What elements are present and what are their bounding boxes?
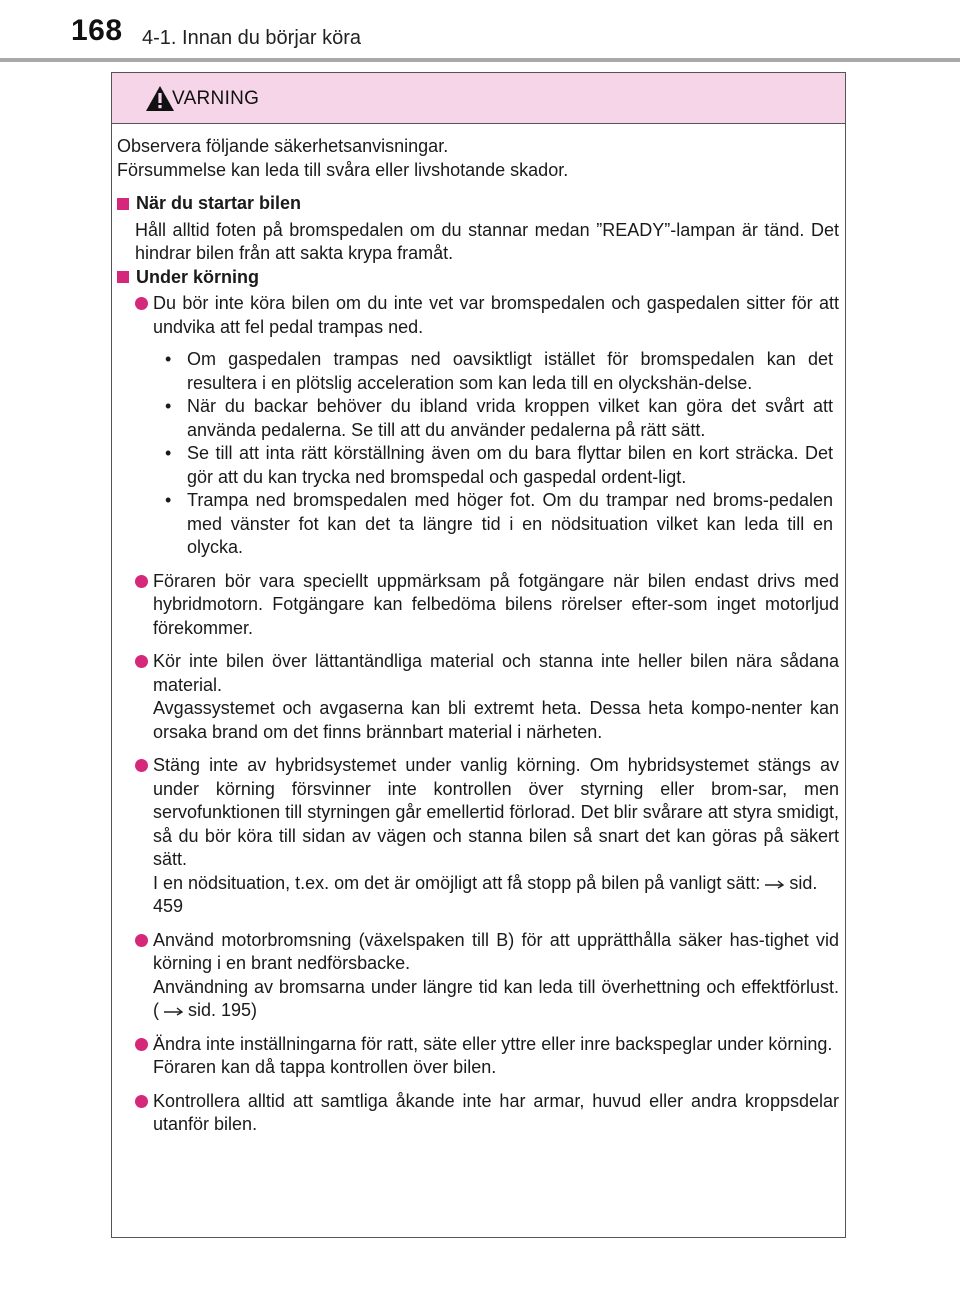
warning-triangle-icon xyxy=(145,85,175,112)
warning-label: VARNING xyxy=(172,88,260,109)
bullet-item xyxy=(117,754,839,919)
page-header xyxy=(0,0,960,62)
page-reference-link[interactable]: sid. 195) xyxy=(188,1000,258,1020)
sub-item xyxy=(153,489,839,560)
sub-item-text: När du backar behöver du ibland vrida kroppen vilket kan göra det svårt att använda pedalerna. Se till att du använder pedalerna på rätt sätt. xyxy=(187,396,833,440)
sub-item xyxy=(153,442,839,489)
section-heading-text: När du startar bilen xyxy=(136,193,302,213)
warning-box xyxy=(111,72,846,1238)
round-bullet-icon xyxy=(135,297,148,310)
round-bullet-icon xyxy=(135,934,148,947)
page-number: 168 xyxy=(71,14,123,47)
bullet-text: Använd motorbromsning (växelspaken till B) för att upprätthålla säker has-tighet vid körning i en brant nedförsbacke. xyxy=(153,929,839,973)
warning-header xyxy=(112,73,845,124)
sub-item-text: Om gaspedalen trampas ned oavsiktligt istället för bromspedalen kan det resultera i en plötslig acceleration som kan leda till en olyckshän-delse. xyxy=(187,349,833,393)
round-bullet-icon xyxy=(135,655,148,668)
reference-arrow-icon xyxy=(764,872,786,896)
square-bullet-icon xyxy=(117,198,129,210)
round-bullet-icon xyxy=(135,575,148,588)
sub-item xyxy=(153,395,839,442)
bullet-item xyxy=(117,1090,839,1137)
bullet-text-with-ref xyxy=(153,976,839,1023)
page-reference-link[interactable]: sid. 459 xyxy=(153,872,818,916)
bullet-text: I en nödsituation, t.ex. om det är omöjligt att få stopp på bilen på vanligt sätt: xyxy=(153,872,761,893)
sub-item-text: Se till att inta rätt körställning även om du bara flyttar bilen en kort sträcka. Det gör att du kan trycka ned bromspedal och gaspedal ordent-ligt. xyxy=(187,443,833,487)
bullet-text: Avgassystemet och avgaserna kan bli extremt heta. Dessa heta kompo-nenter kan orsaka brand om det finns brännbart material i närheten. xyxy=(153,698,839,742)
bullet-text-with-ref xyxy=(153,872,839,919)
bullet-item xyxy=(117,650,839,744)
header-rule xyxy=(0,58,960,62)
intro-line-2: Försummelse kan leda till svåra eller livshotande skador. xyxy=(117,159,569,180)
bullet-text: Föraren bör vara speciellt uppmärksam på fotgängare när bilen endast drivs med hybridmotorn. Fotgängare kan felbedöma bilens rörelser efter-som inget motorljud förekommer. xyxy=(153,570,839,638)
sub-item-text: Trampa ned bromspedalen med höger fot. Om du trampar ned broms-pedalen med vänster fot kan det ta längre tid i en nödsituation vilket kan leda till en olycka. xyxy=(187,490,833,557)
square-bullet-icon xyxy=(117,271,129,283)
round-bullet-icon xyxy=(135,1038,148,1051)
sub-bullet-icon: • xyxy=(165,396,172,416)
bullet-text: Ändra inte inställningarna för ratt, säte eller yttre eller inre backspeglar under körning. xyxy=(153,1033,833,1054)
sub-item xyxy=(153,348,839,395)
bullet-item xyxy=(117,292,839,560)
round-bullet-icon xyxy=(135,1095,148,1108)
section-title: 4-1. Innan du börjar köra xyxy=(142,27,362,49)
bullet-text: Användning av bromsarna under längre tid kan leda till överhettning och effektförlust. ( xyxy=(153,976,839,1020)
bullet-text: Stäng inte av hybridsystemet under vanlig körning. Om hybridsystemet stängs av under körning försvinner inte kontrollen över styrning eller brom-sar, men servofunktionen till styrningen går emellertid förlorad. Det blir svårare att styra smidigt, så du bör köra till sidan av vägen och stanna bilen så snart det kan göras på säkert sätt. xyxy=(153,755,839,869)
section-heading-text: Under körning xyxy=(136,266,260,287)
sub-bullet-icon: • xyxy=(165,443,172,463)
round-bullet-icon xyxy=(135,759,148,772)
bullet-item xyxy=(117,1033,839,1080)
intro-line-1: Observera följande säkerhetsanvisningar. xyxy=(117,136,449,156)
reference-arrow-icon xyxy=(163,999,185,1023)
intro xyxy=(117,135,839,182)
bullet-text: Föraren kan då tappa kontrollen över bilen. xyxy=(153,1057,497,1077)
section-body-start: Håll alltid foten på bromspedalen om du stannar medan ”READY”-lampan är tänd. Det hindrar bilen från att sakta krypa framåt. xyxy=(135,219,839,263)
bullet-text: Kontrollera alltid att samtliga åkande inte har armar, huvud eller andra kroppsdelar utanför bilen. xyxy=(153,1090,839,1134)
bullet-item xyxy=(117,929,839,1023)
sub-bullet-icon: • xyxy=(165,349,172,369)
section-heading-start xyxy=(117,192,839,216)
bullet-text: Du bör inte köra bilen om du inte vet var bromspedalen och gaspedalen sitter för att undvika att fel pedal trampas ned. xyxy=(153,293,839,337)
sub-bullet-icon: • xyxy=(165,490,172,510)
bullet-text: Kör inte bilen över lättantändliga material och stanna inte heller bilen nära sådana material. xyxy=(153,651,839,695)
sub-list xyxy=(153,348,839,560)
section-heading-driving xyxy=(117,266,839,290)
warning-content xyxy=(117,135,839,1147)
bullet-item xyxy=(117,570,839,641)
